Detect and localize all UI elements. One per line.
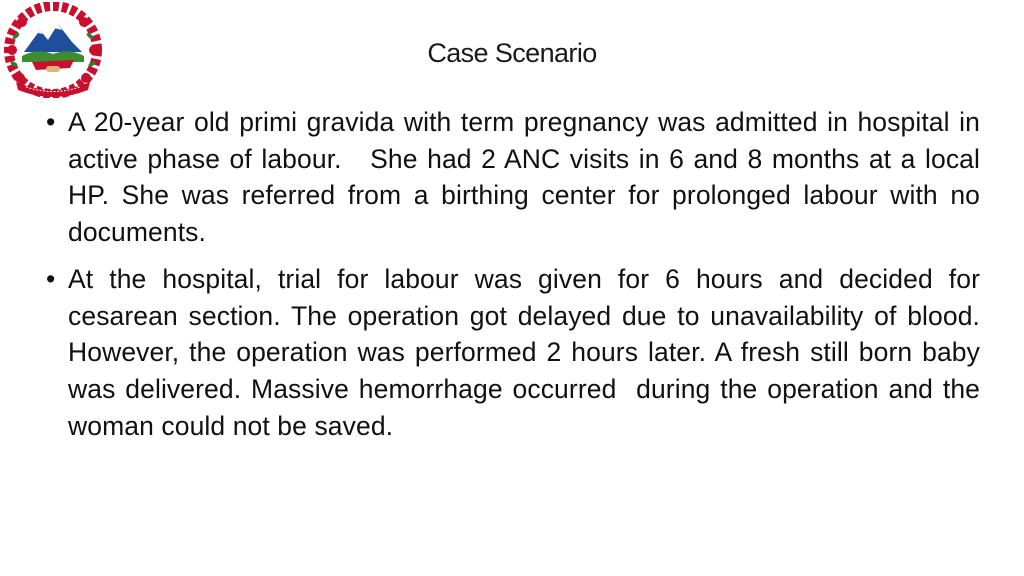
bullet-text: A 20-year old primi gravida with term pregnancy was admitted in hospital in active phase of labour. She had 2 ANC visits in 6 and 8 months at a local HP. She was referred from a birthing center for prolonged labour with no documents. — [68, 107, 988, 248]
bullet-text: At the hospital, trial for labour was given for 6 hours and decided for cesarean section. The operation got delayed due to unavailability of blood. However, the operation was performed 2 hours later. A fresh still born baby was delivered. Massive hemorrhage occurred during the operation and the woman could not be saved. — [68, 263, 988, 441]
bullet-list — [46, 104, 988, 454]
bullet-icon: • — [46, 263, 56, 294]
slide-title: Case Scenario — [427, 38, 597, 68]
bullet-icon: • — [46, 107, 56, 137]
bullet-item — [46, 104, 988, 251]
bullet-item — [46, 261, 988, 445]
